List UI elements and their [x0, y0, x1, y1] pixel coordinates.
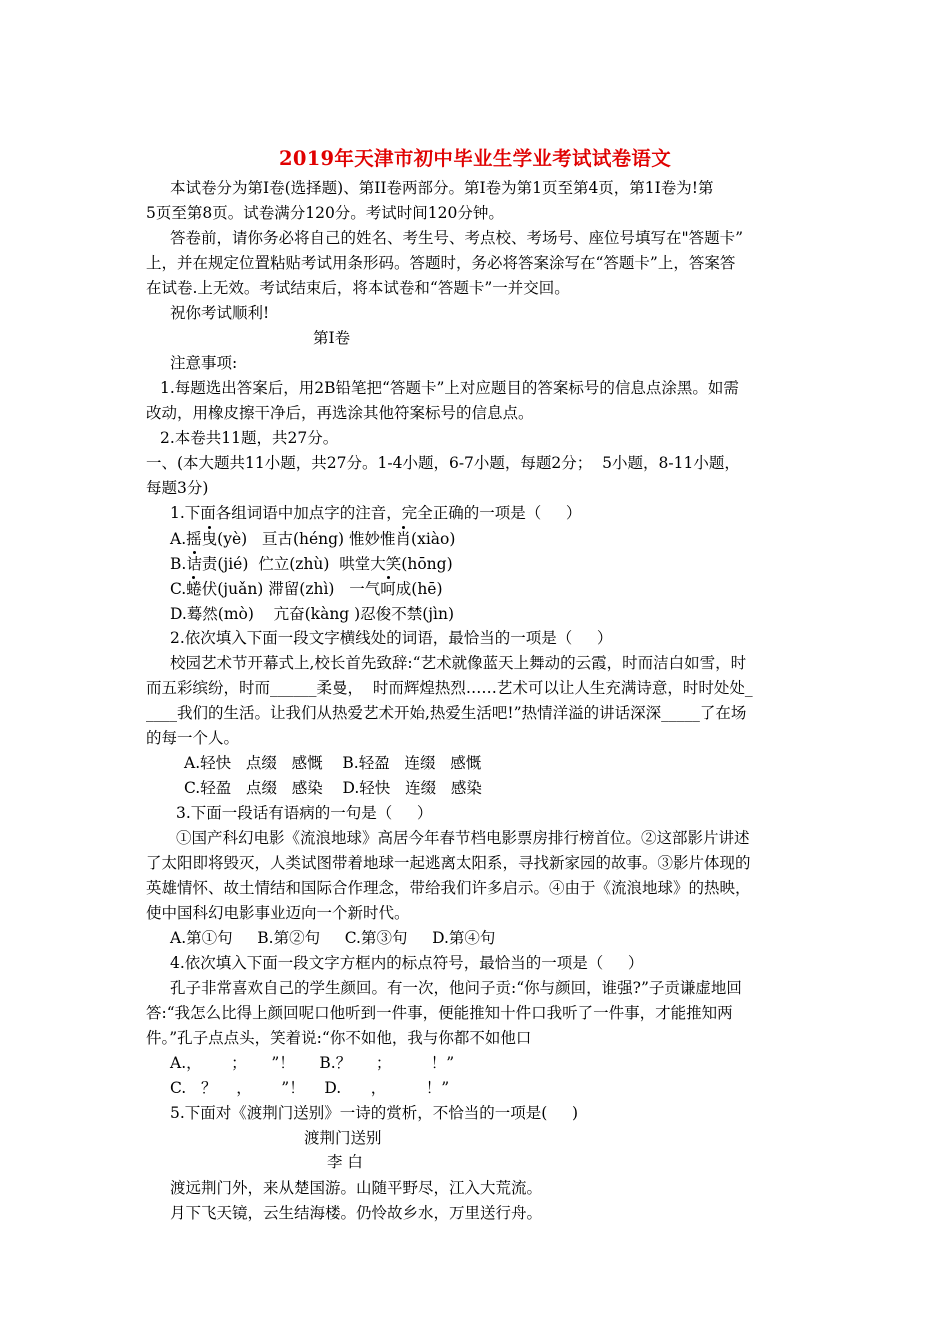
option-line: C.蜷伏(juǎn) 滞留(zhì) 一气呵成(hē) — [170, 580, 443, 598]
option-line: C.轻盈 点缀 感染 D.轻快 连缀 感染 — [184, 779, 482, 797]
option-line: A.， ； ”！ B.？ ； ！” — [170, 1054, 455, 1072]
note-line: 1.每题选出答案后，用2B铅笔把“答题卡”上对应题目的答案标号的信息点涂黑。如需 — [160, 379, 739, 397]
option-line: A.轻快 点缀 感慨 B.轻盈 连缀 感慨 — [184, 754, 482, 772]
note-line: 2.本卷共11题，共27分。 — [160, 429, 339, 447]
passage-line: ①国产科幻电影《流浪地球》高居今年春节档电影票房排行榜首位。②这部影片讲述 — [176, 829, 750, 847]
option-line: A.摇曳(yè) 亘古(héng) 惟妙惟肖(xiào) — [170, 530, 456, 548]
poem-author: 李 白 — [327, 1153, 363, 1171]
dotted-char: 诘 — [186, 555, 202, 573]
wish-line: 祝你考试顺利! — [170, 304, 270, 322]
note-line: 改动，用橡皮擦干净后，再选涂其他符案标号的信息点。 — [146, 404, 534, 422]
notes-heading: 注意事项: — [170, 354, 238, 372]
passage-line: 的每一个人。 — [146, 729, 240, 747]
part-heading: 一、(本大题共11小题，共27分。1-4小题，6-7小题，每题2分； 5小题，8-11小题， — [146, 454, 740, 472]
passage-line: 使中国科幻电影事业迈向一个新时代。 — [146, 904, 410, 922]
question-stem: 4.依次填入下面一段文字方框内的标点符号，最恰当的一项是（ ） — [170, 954, 644, 972]
passage-line: 了太阳即将毁灭，人类试图带着地球一起逃离太阳系，寻找新家园的故事。③影片体现的 — [146, 854, 751, 872]
question-stem: 2.依次填入下面一段文字横线处的词语，最恰当的一项是（ ） — [170, 629, 613, 647]
passage-line: 英雄情怀、故土情结和国际合作理念，带给我们许多启示。④由于《流浪地球》的热映， — [146, 879, 751, 897]
option-line: C. ？ ， ”！ D. ， ！” — [170, 1079, 450, 1097]
poem-line: 月下飞天镜，云生结海楼。仍怜故乡水，万里送行舟。 — [170, 1204, 543, 1222]
part-heading: 每题3分) — [146, 479, 209, 497]
poem-line: 渡远荆门外，来从楚国游。山随平野尽，江入大荒流。 — [170, 1179, 543, 1197]
exam-title: 2019年天津市初中毕业生学业考试试卷语文 — [278, 147, 672, 170]
option-line: D.蓦然(mò) 亢奋(kàng )忍俊不禁(jìn) — [170, 605, 455, 623]
question-stem: 5.下面对《渡荆门送别》一诗的赏析，不恰当的一项是( ) — [170, 1104, 579, 1122]
poem-title: 渡荆门送别 — [304, 1129, 382, 1147]
intro-line: 答卷前，请你务必将自己的姓名、考生号、考点校、考场号、座位号填写在"答题卡” — [170, 229, 744, 247]
passage-line: ____我们的生活。让我们从热爱艺术开始,热爱生活吧!”热情洋溢的讲话深深_____了在场 — [146, 704, 747, 722]
passage-line: 孔子非常喜欢自己的学生颜回。有一次，他问子贡:“你与颜回，谁强?”子贡谦虚地回 — [170, 979, 742, 997]
dotted-char: 呵 — [380, 580, 396, 598]
passage-line: 件。”孔子点点头，笑着说:“你不如他，我与你都不如他口 — [146, 1029, 532, 1047]
question-stem: 3.下面一段话有语病的一句是（ ） — [176, 804, 433, 822]
option-line: B.诘责(jié) 伫立(zhù) 哄堂大笑(hōng) — [170, 555, 453, 573]
dotted-char: 肖 — [395, 530, 412, 548]
intro-line: 本试卷分为第Ⅰ卷(选择题)、第II卷两部分。第Ⅰ卷为第1页至第4页，第1I卷为!第 — [170, 179, 714, 197]
intro-line: 5页至第8页。试卷满分120分。考试时间120分钟。 — [146, 204, 504, 222]
intro-line: 在试卷.上无效。考试结束后，将本试卷和“答题卡”一并交回。 — [146, 279, 570, 297]
dotted-char: 蜷 — [186, 580, 202, 598]
dotted-char: 曳 — [201, 530, 218, 548]
passage-line: 校园艺术节开幕式上,校长首先致辞:“艺术就像蓝天上舞动的云霞，时而洁白如雪，时 — [170, 654, 747, 672]
question-stem: 1.下面各组词语中加点字的注音，完全正确的一项是（ ） — [170, 504, 582, 522]
passage-line: 答:“我怎么比得上颜回呢口他听到一件事，便能推知十件口我听了一件事，才能推知两 — [146, 1004, 733, 1022]
section-title: 第Ⅰ卷 — [313, 329, 351, 347]
option-line: A.第①句 B.第②句 C.第③句 D.第④句 — [170, 929, 496, 947]
passage-line: 而五彩缤纷，时而______柔曼， 时而辉煌热烈……艺术可以让人生充满诗意，时时处处_ — [146, 679, 753, 697]
intro-line: 上，并在规定位置粘贴考试用条形码。答题时，务必将答案涂写在“答题卡”上，答案答 — [146, 254, 736, 272]
